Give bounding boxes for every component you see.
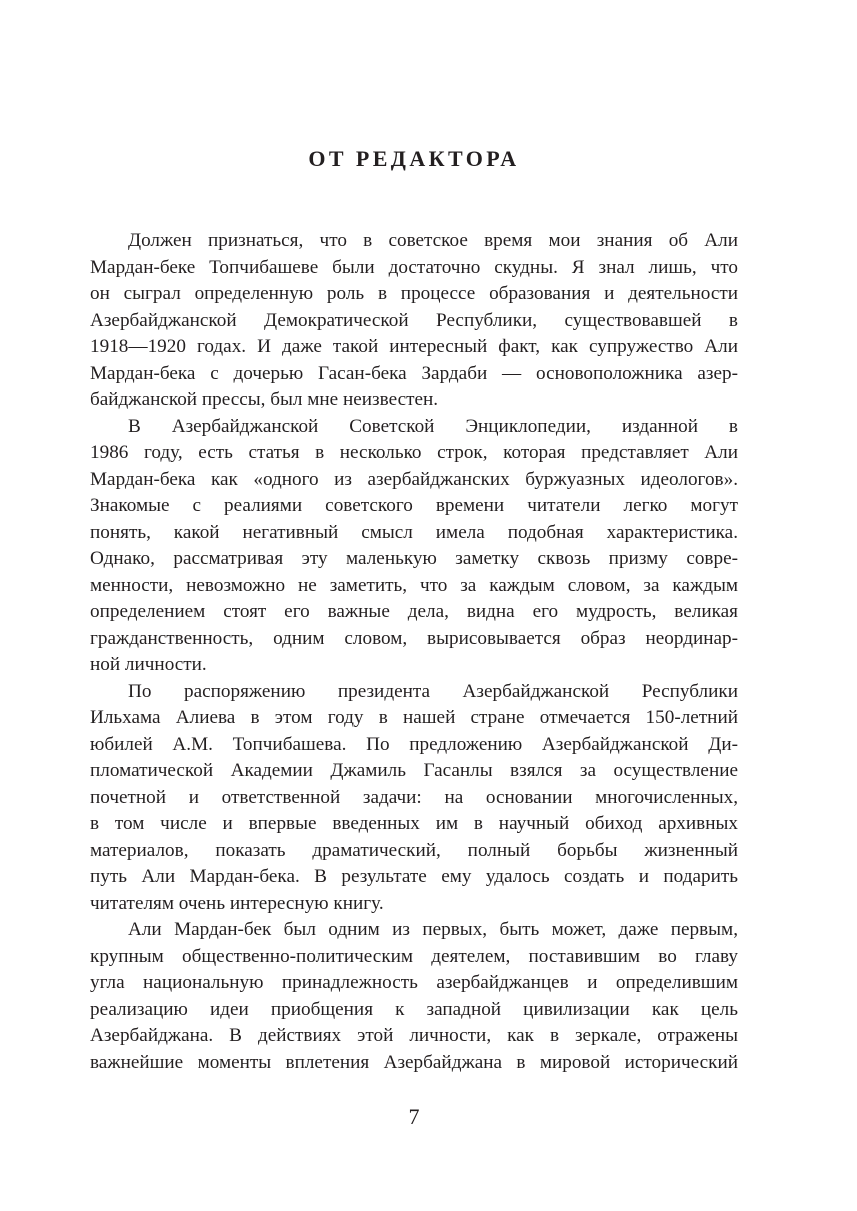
text-line: материалов, показать драматический, полный борьбы жизненный — [90, 839, 738, 861]
paragraph-3 — [90, 679, 738, 918]
text-line: в том числе и впервые введенных им в научный обиход архивных — [90, 813, 738, 834]
paragraph-1 — [90, 228, 738, 414]
text-line: крупным общественно-политическим деятелем, поставившим во главу — [90, 945, 738, 967]
text-line: он сыграл определенную роль в процессе образования и деятельности — [90, 283, 738, 304]
text-line: Знакомые с реалиями советского времени читатели легко могут — [90, 495, 738, 516]
text-line: угла национальную принадлежность азербайджанцев и определившим — [90, 972, 738, 993]
text-line: юбилей А.М. Топчибашева. По предложению Азербайджанской Ди- — [90, 733, 738, 755]
body-text — [90, 228, 738, 1076]
text-line: гражданственность, одним словом, вырисовывается образ неординар- — [90, 627, 738, 649]
text-line: менности, невозможно не заметить, что за каждым словом, за каждым — [90, 574, 738, 596]
text-line: почетной и ответственной задачи: на основании многочисленных, — [90, 786, 738, 808]
text-line: важнейшие моменты вплетения Азербайджана в мировой исторический — [90, 1051, 738, 1073]
text-line: Азербайджана. В действиях этой личности, как в зеркале, отражены — [90, 1025, 738, 1046]
text-line: Али Мардан-бек был одним из первых, быть может, даже первым, — [128, 919, 738, 940]
text-line: В Азербайджанской Советской Энциклопедии, изданной в — [128, 415, 738, 437]
text-line: 1918—1920 годах. И даже такой интересный факт, как супружество Али — [90, 336, 738, 357]
text-line: реализацию идеи приобщения к западной цивилизации как цель — [90, 998, 738, 1020]
text-line: Мардан-беке Топчибашеве были достаточно скудны. Я знал лишь, что — [90, 256, 738, 278]
text-line: По распоряжению президента Азербайджанской Республики — [128, 680, 738, 702]
text-line: пломатической Академии Джамиль Гасанлы взялся за осуществление — [90, 760, 738, 781]
paragraph-2 — [90, 414, 738, 679]
text-line: путь Али Мардан-бека. В результате ему удалось создать и подарить — [90, 866, 738, 887]
text-line: Азербайджанской Демократической Республики, существовавшей в — [90, 309, 738, 331]
text-line: Должен признаться, что в советское время мои знания об Али — [128, 230, 738, 251]
text-line: 1986 году, есть статья в несколько строк, которая представляет Али — [90, 442, 738, 463]
text-line: определением стоят его важные дела, видна его мудрость, великая — [90, 601, 738, 622]
text-line: читателям очень интересную книгу. — [90, 892, 384, 914]
paragraph-4 — [90, 917, 738, 1076]
text-line: Мардан-бека как «одного из азербайджанских буржуазных идеологов». — [90, 468, 738, 490]
text-line: Мардан-бека с дочерью Гасан-бека Зардаби — основоположника азер- — [90, 362, 738, 384]
text-line: Ильхама Алиева в этом году в нашей стране отмечается 150-летний — [90, 707, 738, 728]
text-line: байджанской прессы, был мне неизвестен. — [90, 389, 439, 410]
text-line: ной личности. — [90, 654, 207, 675]
page-number: 7 — [408, 1104, 420, 1129]
text-line: понять, какой негативный смысл имела подобная характеристика. — [90, 521, 738, 543]
text-line: Однако, рассматривая эту маленькую заметку сквозь призму совре- — [90, 548, 738, 569]
page-title: ОТ РЕДАКТОРА — [308, 146, 520, 171]
